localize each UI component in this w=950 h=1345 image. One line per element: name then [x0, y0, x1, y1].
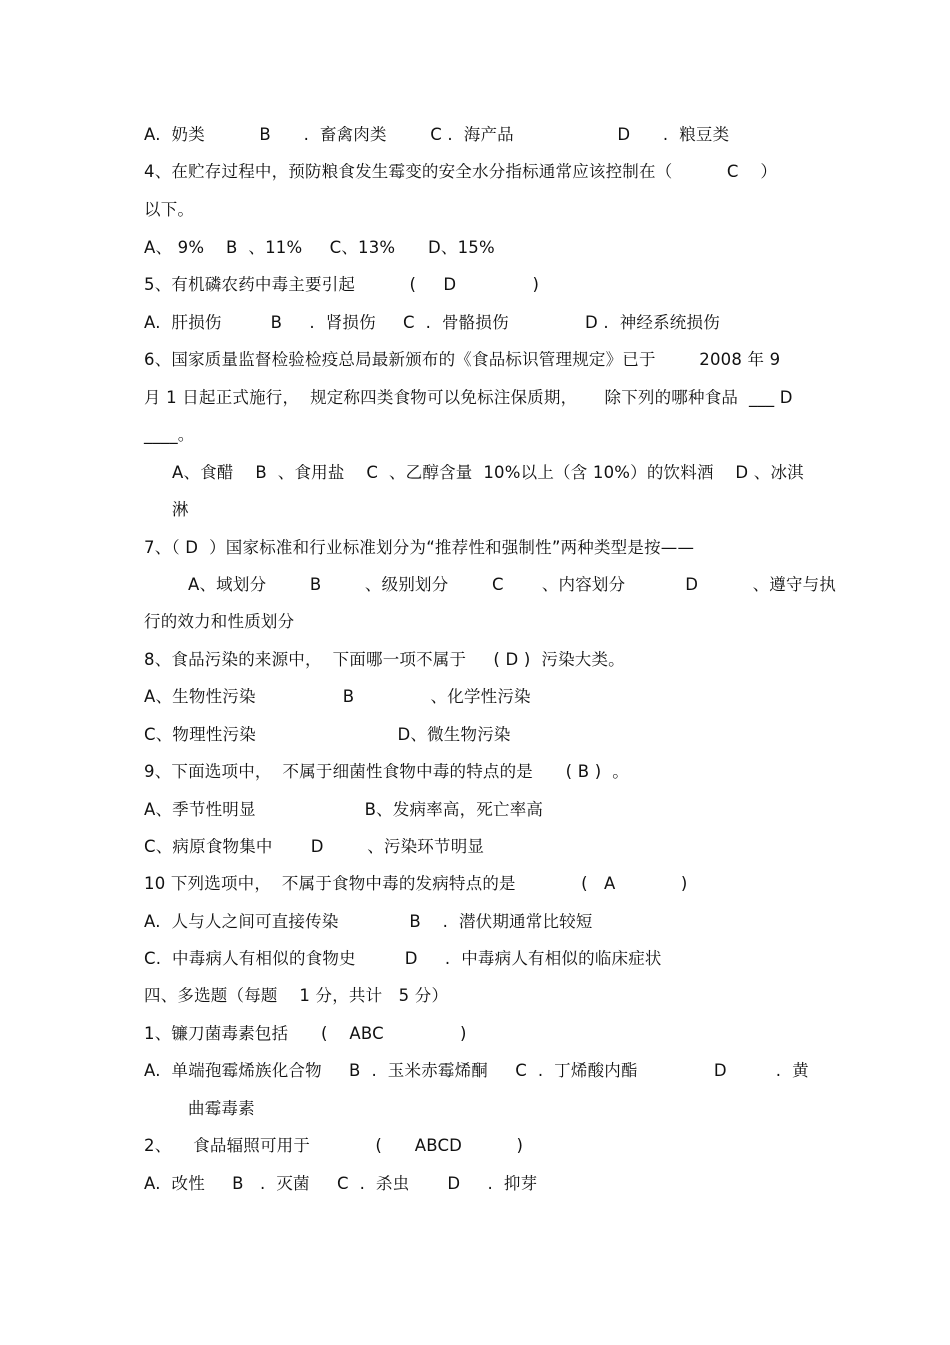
q8-text: 8、食品污染的来源中， 下面哪一项不属于 ( D ) 污染大类。 — [144, 650, 625, 669]
q7-options: A、域划分 B 、级别划分 C 、内容划分 D 、遵守与执 — [188, 575, 837, 594]
q6-text-cont: 月 1 日起正式施行， 规定称四类食物可以免标注保质期， 除下列的哪种食品 ___ D — [144, 388, 793, 407]
q3-options: A. 奶类 B . 畜禽肉类 C . 海产品 D . 粮豆类 — [144, 125, 730, 144]
q5-text: 5、有机磷农药中毒主要引起 ( D ) — [144, 275, 540, 294]
q10-options-cd: C. 中毒病人有相似的食物史 D . 中毒病人有相似的临床症状 — [144, 949, 662, 968]
q9-options-ab: A、季节性明显 B、发病率高，死亡率高 — [144, 800, 544, 819]
q4-options: A、 9% B 、11% C、13% D、15% — [144, 238, 495, 257]
mq1-options-cont: 曲霉毒素 — [188, 1099, 255, 1118]
q8-options-cd: C、物理性污染 D、微生物污染 — [144, 725, 511, 744]
q6-text-end: ____。 — [144, 425, 195, 444]
q10-options-ab: A. 人与人之间可直接传染 B . 潜伏期通常比较短 — [144, 912, 593, 931]
q10-text: 10 下列选项中， 不属于食物中毒的发病特点的是 ( A ) — [144, 874, 688, 893]
mq1-options: A. 单端孢霉烯族化合物 B . 玉米赤霉烯酮 C . 丁烯酸内酯 D . 黄 — [144, 1061, 809, 1080]
q6-text: 6、国家质量监督检验检疫总局最新颁布的《食品标识管理规定》已于 2008 年 9 — [144, 350, 781, 369]
q8-options-ab: A、生物性污染 B 、化学性污染 — [144, 687, 531, 706]
mq1-text: 1、镰刀菌毒素包括 ( ABC ) — [144, 1024, 467, 1043]
mq2-text: 2、 食品辐照可用于 ( ABCD ) — [144, 1136, 524, 1155]
q6-options: A、食醋 B 、食用盐 C 、乙醇含量 10%以上（含 10%）的饮料酒 D 、冰淇 — [172, 463, 804, 482]
q6-options-cont: 淋 — [172, 500, 189, 519]
mq2-options: A. 改性 B . 灭菌 C . 杀虫 D . 抑芽 — [144, 1174, 538, 1193]
q7-text: 7、（ D ）国家标准和行业标准划分为“推荐性和强制性”两种类型是按—— — [144, 538, 695, 557]
section-heading-multiple-choice: 四、多选题（每题 1 分，共计 5 分） — [144, 986, 449, 1005]
q9-options-cd: C、病原食物集中 D 、污染环节明显 — [144, 837, 485, 856]
q7-options-cont: 行的效力和性质划分 — [144, 612, 295, 631]
q5-options: A. 肝损伤 B . 肾损伤 C . 骨骼损伤 D . 神经系统损伤 — [144, 313, 720, 332]
q4-text-cont: 以下。 — [144, 200, 195, 219]
q4-text: 4、在贮存过程中，预防粮食发生霉变的安全水分指标通常应该控制在（ C ） — [144, 162, 778, 181]
q9-text: 9、下面选项中， 不属于细菌性食物中毒的特点的是 ( B ) 。 — [144, 762, 629, 781]
